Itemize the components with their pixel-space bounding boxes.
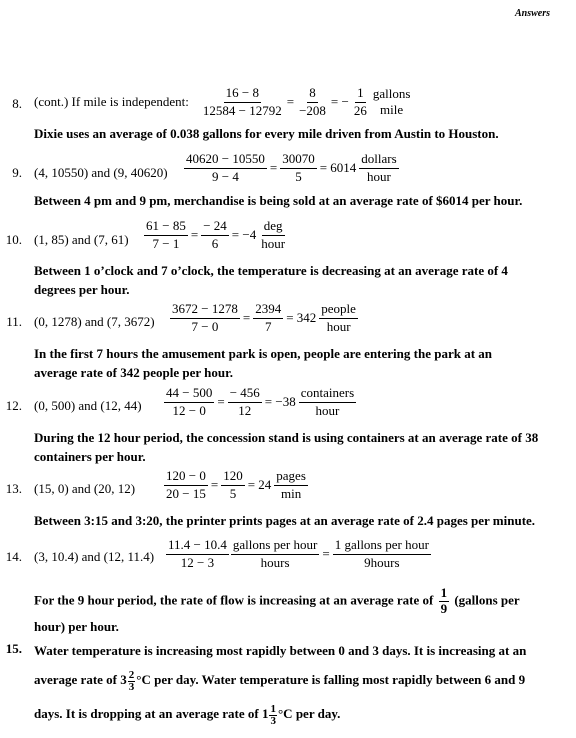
fraction: $\frac{40620 - 10550}{9 - 4}$ xyxy=(186,151,265,184)
problem-lead: (0, 500) and (12, 44) xyxy=(34,398,142,413)
fraction: $\frac{2}{3}$ xyxy=(128,668,135,693)
fraction: $\frac{61 - 85}{7 - 1}$ xyxy=(146,218,186,251)
problem-8-equation: (cont.) If mile is independent: $\frac{16 - 8}{12584 - 12792}$ = $\frac{8}{-208}$ = − $\frac{1}{26}$ gallons mile xyxy=(34,85,411,118)
problem-lead: (cont.) If mile is independent: xyxy=(34,94,189,110)
problem-number: 9. xyxy=(12,165,22,180)
unit-fraction: $\frac{\text{people}}{\text{hour}}$ xyxy=(321,301,356,334)
page-header: Answers xyxy=(514,8,550,19)
fraction: $\frac{30070}{5}$ xyxy=(282,151,315,184)
fraction: $\frac{11.4 - 10.4}{12 - 3}$ xyxy=(168,537,227,570)
problem-answer: For the 9 hour period, the rate of flow is increasing at an average rate of $\frac{1}{9}$ (gallons per hour) per hour. xyxy=(34,585,520,634)
problem-10-equation: $\frac{61 - 85}{7 - 1}$ = $\frac{- 24}{6}$ = −4 $\frac{\text{deg}}{\text{hour}}$ xyxy=(146,218,286,251)
problem-lead: (0, 1278) and (7, 3672) xyxy=(34,314,155,329)
problem-answer: Between 1 o’clock and 7 o’clock, the temperature is decreasing at an average rate of 4 degrees per hour. xyxy=(34,263,508,297)
problem-lead: (15, 0) and (20, 12) xyxy=(34,481,136,496)
problem-number: 14. xyxy=(5,549,22,564)
unit-fraction: gallons mile xyxy=(372,85,411,118)
problem-9-equation: $\frac{40620 - 10550}{9 - 4}$ = $\frac{30070}{5}$ = 6014 $\frac{\text{dollars}}{\text{hour}}$ xyxy=(186,151,397,184)
problem-lead: (1, 85) and (7, 61) xyxy=(34,232,129,247)
problem-lead: (4, 10550) and (9, 40620) xyxy=(34,165,168,180)
fraction: $\frac{3672 - 1278}{7 - 0}$ xyxy=(172,301,238,334)
problem-number: 11. xyxy=(6,314,22,329)
unit-fraction: $\frac{\text{pages}}{\min}$ xyxy=(276,468,306,501)
problem-12-equation: $\frac{44 - 500}{12 - 0}$ = $\frac{- 456}{12}$ = −38 $\frac{\text{containers}}{\text{hour}}$ xyxy=(166,385,355,418)
problem-14-equation: $\frac{11.4 - 10.4}{12 - 3}$ $\frac{\text{gallons per hour}}{\text{hours}}$ = $\frac{\text{1 gallons per hour}}{\text{9hours}}$ xyxy=(168,537,429,570)
problem-11-equation: $\frac{3672 - 1278}{7 - 0}$ = $\frac{2394}{7}$ = 342 $\frac{\text{people}}{\text{hour}}$ xyxy=(172,301,356,334)
fraction: $\frac{120 - 0}{20 - 15}$ xyxy=(166,468,206,501)
problem-13-equation: $\frac{120 - 0}{20 - 15}$ = $\frac{120}{5}$ = 24 $\frac{\text{pages}}{\min}$ xyxy=(166,468,306,501)
fraction: $\frac{\text{1 gallons per hour}}{\text{9hours}}$ xyxy=(334,537,429,570)
problem-number: 12. xyxy=(5,398,22,413)
fraction: $\frac{1}{3}$ xyxy=(270,702,276,727)
fraction: $\frac{8}{-208}$ xyxy=(299,85,326,118)
fraction: $\frac{1}{26}$ xyxy=(353,85,367,118)
problem-answer: Water temperature is increasing most rapidly between 0 and 3 days. It is increasing at an average rate of 3 $\frac{2}{3}$ °C per day. Water temperature is falling most rapidly between 6 and 9 days. It is dropping at an average rate of 1 $\frac{1}{3}$ °C per day. xyxy=(34,643,527,727)
unit-fraction: $\frac{\text{deg}}{\text{hour}}$ xyxy=(261,218,286,251)
problem-answer: Between 4 pm and 9 pm, merchandise is being sold at an average rate of $6014 per hour. xyxy=(34,193,523,208)
fraction: $\frac{16 - 8}{12584 - 12792}$ xyxy=(202,85,282,118)
problem-lead: (3, 10.4) and (12, 11.4) xyxy=(34,549,155,564)
unit-fraction: $\frac{\text{gallons per hour}}{\text{hours}}$ xyxy=(232,537,318,570)
fraction: $\frac{- 456}{12}$ xyxy=(229,385,260,418)
unit-fraction: $\frac{\text{dollars}}{\text{hour}}$ xyxy=(361,151,397,184)
fraction: $\frac{1}{9}$ xyxy=(440,585,448,616)
unit-fraction: $\frac{\text{containers}}{\text{hour}}$ xyxy=(300,385,355,418)
problem-answer: Dixie uses an average of 0.038 gallons for every mile driven from Austin to Houston. xyxy=(34,126,499,141)
problem-number: 10. xyxy=(5,232,22,247)
problem-answer: In the first 7 hours the amusement park is open, people are entering the park at an average rate of 342 people per hour. xyxy=(34,346,493,380)
problem-number: 15. xyxy=(5,641,22,656)
fraction: $\frac{44 - 500}{12 - 0}$ xyxy=(166,385,213,418)
problem-number: 13. xyxy=(5,481,22,496)
problem-number: 8. xyxy=(12,96,22,111)
fraction: $\frac{- 24}{6}$ xyxy=(203,218,227,251)
fraction: $\frac{2394}{7}$ xyxy=(255,301,282,334)
problem-answer: During the 12 hour period, the concession stand is using containers at an average rate of 38 containers per hour. xyxy=(34,430,539,464)
problem-answer: Between 3:15 and 3:20, the printer prints pages at an average rate of 2.4 pages per minute. xyxy=(34,513,536,528)
fraction: $\frac{120}{5}$ xyxy=(223,468,243,501)
